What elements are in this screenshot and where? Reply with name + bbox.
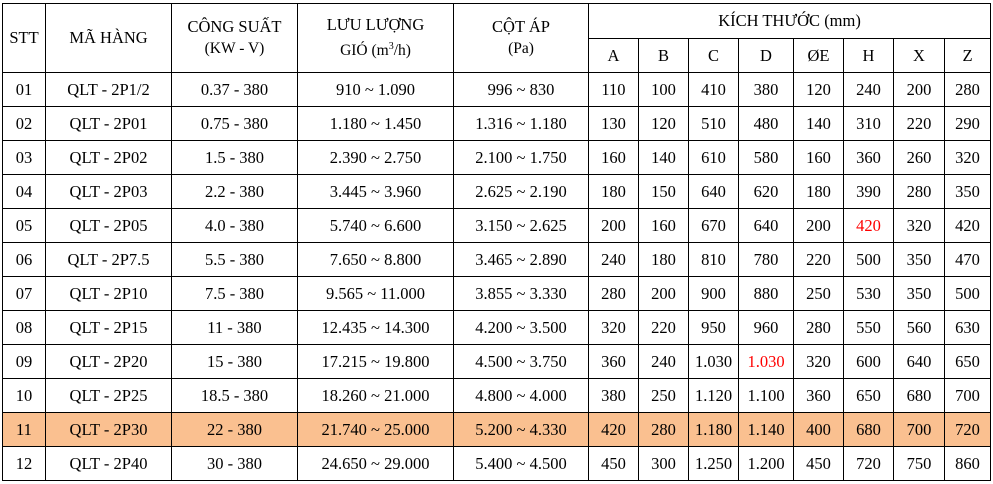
cell-d: 780 — [739, 243, 794, 277]
cell-code: QLT - 2P15 — [46, 311, 172, 345]
cell-power: 0.37 - 380 — [172, 73, 298, 107]
cell-z: 860 — [945, 447, 991, 481]
cell-pressure: 2.100 ~ 1.750 — [454, 141, 589, 175]
cell-flow: 9.565 ~ 11.000 — [298, 277, 454, 311]
cell-z: 350 — [945, 175, 991, 209]
cell-a: 110 — [589, 73, 639, 107]
cell-power: 11 - 380 — [172, 311, 298, 345]
cell-flow: 1.180 ~ 1.450 — [298, 107, 454, 141]
cell-a: 280 — [589, 277, 639, 311]
cell-z: 720 — [945, 413, 991, 447]
cell-code: QLT - 2P02 — [46, 141, 172, 175]
cell-e: 160 — [794, 141, 844, 175]
header-dim-3: D — [739, 39, 794, 73]
cell-stt: 12 — [3, 447, 46, 481]
cell-c: 810 — [689, 243, 739, 277]
cell-flow: 7.650 ~ 8.800 — [298, 243, 454, 277]
cell-code: QLT - 2P01 — [46, 107, 172, 141]
cell-d: 1.030 — [739, 345, 794, 379]
cell-e: 200 — [794, 209, 844, 243]
cell-h: 360 — [844, 141, 894, 175]
header-pressure-unit: (Pa) — [508, 40, 534, 57]
cell-c: 1.180 — [689, 413, 739, 447]
cell-stt: 08 — [3, 311, 46, 345]
cell-d: 580 — [739, 141, 794, 175]
cell-code: QLT - 2P25 — [46, 379, 172, 413]
cell-code: QLT - 2P1/2 — [46, 73, 172, 107]
cell-power: 4.0 - 380 — [172, 209, 298, 243]
cell-z: 420 — [945, 209, 991, 243]
header-dim-2: C — [689, 39, 739, 73]
cell-c: 510 — [689, 107, 739, 141]
cell-flow: 21.740 ~ 25.000 — [298, 413, 454, 447]
header-dim-1: B — [639, 39, 689, 73]
cell-c: 410 — [689, 73, 739, 107]
cell-b: 250 — [639, 379, 689, 413]
cell-flow: 12.435 ~ 14.300 — [298, 311, 454, 345]
cell-a: 180 — [589, 175, 639, 209]
cell-e: 360 — [794, 379, 844, 413]
cell-c: 1.120 — [689, 379, 739, 413]
cell-h: 420 — [844, 209, 894, 243]
table-row — [3, 73, 991, 107]
cell-a: 320 — [589, 311, 639, 345]
cell-a: 450 — [589, 447, 639, 481]
cell-c: 1.250 — [689, 447, 739, 481]
cell-stt: 03 — [3, 141, 46, 175]
cell-pressure: 2.625 ~ 2.190 — [454, 175, 589, 209]
cell-power: 15 - 380 — [172, 345, 298, 379]
cell-b: 140 — [639, 141, 689, 175]
header-power — [172, 4, 298, 73]
cell-c: 610 — [689, 141, 739, 175]
cell-e: 320 — [794, 345, 844, 379]
header-code: MÃ HÀNG — [46, 4, 172, 73]
cell-stt: 06 — [3, 243, 46, 277]
cell-d: 1.200 — [739, 447, 794, 481]
cell-code: QLT - 2P30 — [46, 413, 172, 447]
table-row — [3, 345, 991, 379]
cell-stt: 02 — [3, 107, 46, 141]
cell-c: 670 — [689, 209, 739, 243]
header-dim-6: X — [894, 39, 945, 73]
cell-code: QLT - 2P03 — [46, 175, 172, 209]
header-pressure — [454, 4, 589, 73]
table-row — [3, 175, 991, 209]
table-row — [3, 209, 991, 243]
table-row — [3, 311, 991, 345]
cell-e: 180 — [794, 175, 844, 209]
cell-d: 480 — [739, 107, 794, 141]
header-flow-unit — [298, 36, 453, 62]
cell-pressure: 3.465 ~ 2.890 — [454, 243, 589, 277]
cell-power: 2.2 - 380 — [172, 175, 298, 209]
cell-a: 360 — [589, 345, 639, 379]
cell-x: 350 — [894, 243, 945, 277]
header-dim-4: ØE — [794, 39, 844, 73]
cell-h: 600 — [844, 345, 894, 379]
cell-b: 160 — [639, 209, 689, 243]
cell-d: 380 — [739, 73, 794, 107]
table-body — [3, 73, 991, 481]
header-dimensions: KÍCH THƯỚC (mm) — [589, 4, 991, 39]
cell-power: 1.5 - 380 — [172, 141, 298, 175]
cell-code: QLT - 2P05 — [46, 209, 172, 243]
cell-x: 560 — [894, 311, 945, 345]
cell-c: 1.030 — [689, 345, 739, 379]
cell-h: 720 — [844, 447, 894, 481]
cell-d: 620 — [739, 175, 794, 209]
table-row — [3, 107, 991, 141]
cell-e: 400 — [794, 413, 844, 447]
cell-a: 240 — [589, 243, 639, 277]
cell-stt: 07 — [3, 277, 46, 311]
cell-x: 640 — [894, 345, 945, 379]
cell-pressure: 5.200 ~ 4.330 — [454, 413, 589, 447]
cell-b: 120 — [639, 107, 689, 141]
cell-flow: 5.740 ~ 6.600 — [298, 209, 454, 243]
cell-pressure: 4.800 ~ 4.000 — [454, 379, 589, 413]
cell-e: 280 — [794, 311, 844, 345]
cell-e: 220 — [794, 243, 844, 277]
cell-x: 220 — [894, 107, 945, 141]
cell-z: 650 — [945, 345, 991, 379]
cell-e: 450 — [794, 447, 844, 481]
cell-b: 150 — [639, 175, 689, 209]
cell-power: 22 - 380 — [172, 413, 298, 447]
cell-power: 18.5 - 380 — [172, 379, 298, 413]
table-row — [3, 379, 991, 413]
cell-flow: 18.260 ~ 21.000 — [298, 379, 454, 413]
cell-pressure: 4.500 ~ 3.750 — [454, 345, 589, 379]
cell-pressure: 4.200 ~ 3.500 — [454, 311, 589, 345]
cell-d: 640 — [739, 209, 794, 243]
cell-d: 960 — [739, 311, 794, 345]
cell-stt: 09 — [3, 345, 46, 379]
cell-h: 680 — [844, 413, 894, 447]
cell-stt: 11 — [3, 413, 46, 447]
cell-a: 380 — [589, 379, 639, 413]
cell-z: 320 — [945, 141, 991, 175]
header-power-unit: (KW - V) — [204, 40, 265, 57]
cell-h: 390 — [844, 175, 894, 209]
cell-h: 240 — [844, 73, 894, 107]
cell-stt: 04 — [3, 175, 46, 209]
cell-code: QLT - 2P10 — [46, 277, 172, 311]
cell-b: 280 — [639, 413, 689, 447]
cell-b: 180 — [639, 243, 689, 277]
cell-flow: 2.390 ~ 2.750 — [298, 141, 454, 175]
cell-flow: 24.650 ~ 29.000 — [298, 447, 454, 481]
table-row — [3, 277, 991, 311]
cell-x: 260 — [894, 141, 945, 175]
header-dim-0: A — [589, 39, 639, 73]
cell-power: 7.5 - 380 — [172, 277, 298, 311]
cell-b: 200 — [639, 277, 689, 311]
header-stt: STT — [3, 4, 46, 73]
table-row — [3, 243, 991, 277]
header-flow-unit-suffix: /h) — [393, 42, 411, 60]
cell-z: 280 — [945, 73, 991, 107]
cell-e: 120 — [794, 73, 844, 107]
cell-power: 0.75 - 380 — [172, 107, 298, 141]
cell-flow: 3.445 ~ 3.960 — [298, 175, 454, 209]
cell-a: 420 — [589, 413, 639, 447]
cell-power: 30 - 380 — [172, 447, 298, 481]
cell-c: 950 — [689, 311, 739, 345]
cell-c: 640 — [689, 175, 739, 209]
cell-flow: 910 ~ 1.090 — [298, 73, 454, 107]
cell-z: 700 — [945, 379, 991, 413]
table-row — [3, 447, 991, 481]
product-spec-table — [2, 3, 991, 481]
cell-h: 530 — [844, 277, 894, 311]
cell-code: QLT - 2P7.5 — [46, 243, 172, 277]
cell-b: 220 — [639, 311, 689, 345]
cell-stt: 05 — [3, 209, 46, 243]
cell-x: 750 — [894, 447, 945, 481]
cell-a: 130 — [589, 107, 639, 141]
cell-pressure: 3.855 ~ 3.330 — [454, 277, 589, 311]
cell-h: 550 — [844, 311, 894, 345]
cell-z: 470 — [945, 243, 991, 277]
cell-h: 500 — [844, 243, 894, 277]
cell-x: 680 — [894, 379, 945, 413]
header-flow-unit-sup: 3 — [388, 40, 394, 52]
cell-d: 1.100 — [739, 379, 794, 413]
header-dim-5: H — [844, 39, 894, 73]
cell-z: 500 — [945, 277, 991, 311]
cell-flow: 17.215 ~ 19.800 — [298, 345, 454, 379]
cell-d: 1.140 — [739, 413, 794, 447]
cell-code: QLT - 2P40 — [46, 447, 172, 481]
cell-pressure: 996 ~ 830 — [454, 73, 589, 107]
cell-e: 250 — [794, 277, 844, 311]
cell-stt: 10 — [3, 379, 46, 413]
cell-x: 700 — [894, 413, 945, 447]
cell-h: 310 — [844, 107, 894, 141]
cell-code: QLT - 2P20 — [46, 345, 172, 379]
cell-c: 900 — [689, 277, 739, 311]
table-row — [3, 413, 991, 447]
cell-x: 200 — [894, 73, 945, 107]
cell-d: 880 — [739, 277, 794, 311]
cell-a: 160 — [589, 141, 639, 175]
header-flow — [298, 4, 454, 73]
cell-x: 350 — [894, 277, 945, 311]
cell-x: 280 — [894, 175, 945, 209]
cell-stt: 01 — [3, 73, 46, 107]
header-pressure-title: CỘT ÁP — [492, 17, 550, 36]
header-flow-title: LƯU LƯỢNG — [326, 14, 425, 34]
cell-b: 240 — [639, 345, 689, 379]
header-flow-unit-prefix: GIÓ (m — [340, 42, 389, 60]
cell-pressure: 5.400 ~ 4.500 — [454, 447, 589, 481]
cell-pressure: 1.316 ~ 1.180 — [454, 107, 589, 141]
table-header — [3, 4, 991, 73]
cell-e: 140 — [794, 107, 844, 141]
cell-pressure: 3.150 ~ 2.625 — [454, 209, 589, 243]
cell-b: 100 — [639, 73, 689, 107]
cell-z: 630 — [945, 311, 991, 345]
cell-z: 290 — [945, 107, 991, 141]
header-power-title: CÔNG SUẤT — [187, 17, 282, 36]
table-row — [3, 141, 991, 175]
cell-x: 320 — [894, 209, 945, 243]
cell-h: 650 — [844, 379, 894, 413]
cell-power: 5.5 - 380 — [172, 243, 298, 277]
header-dim-7: Z — [945, 39, 991, 73]
cell-a: 200 — [589, 209, 639, 243]
cell-b: 300 — [639, 447, 689, 481]
